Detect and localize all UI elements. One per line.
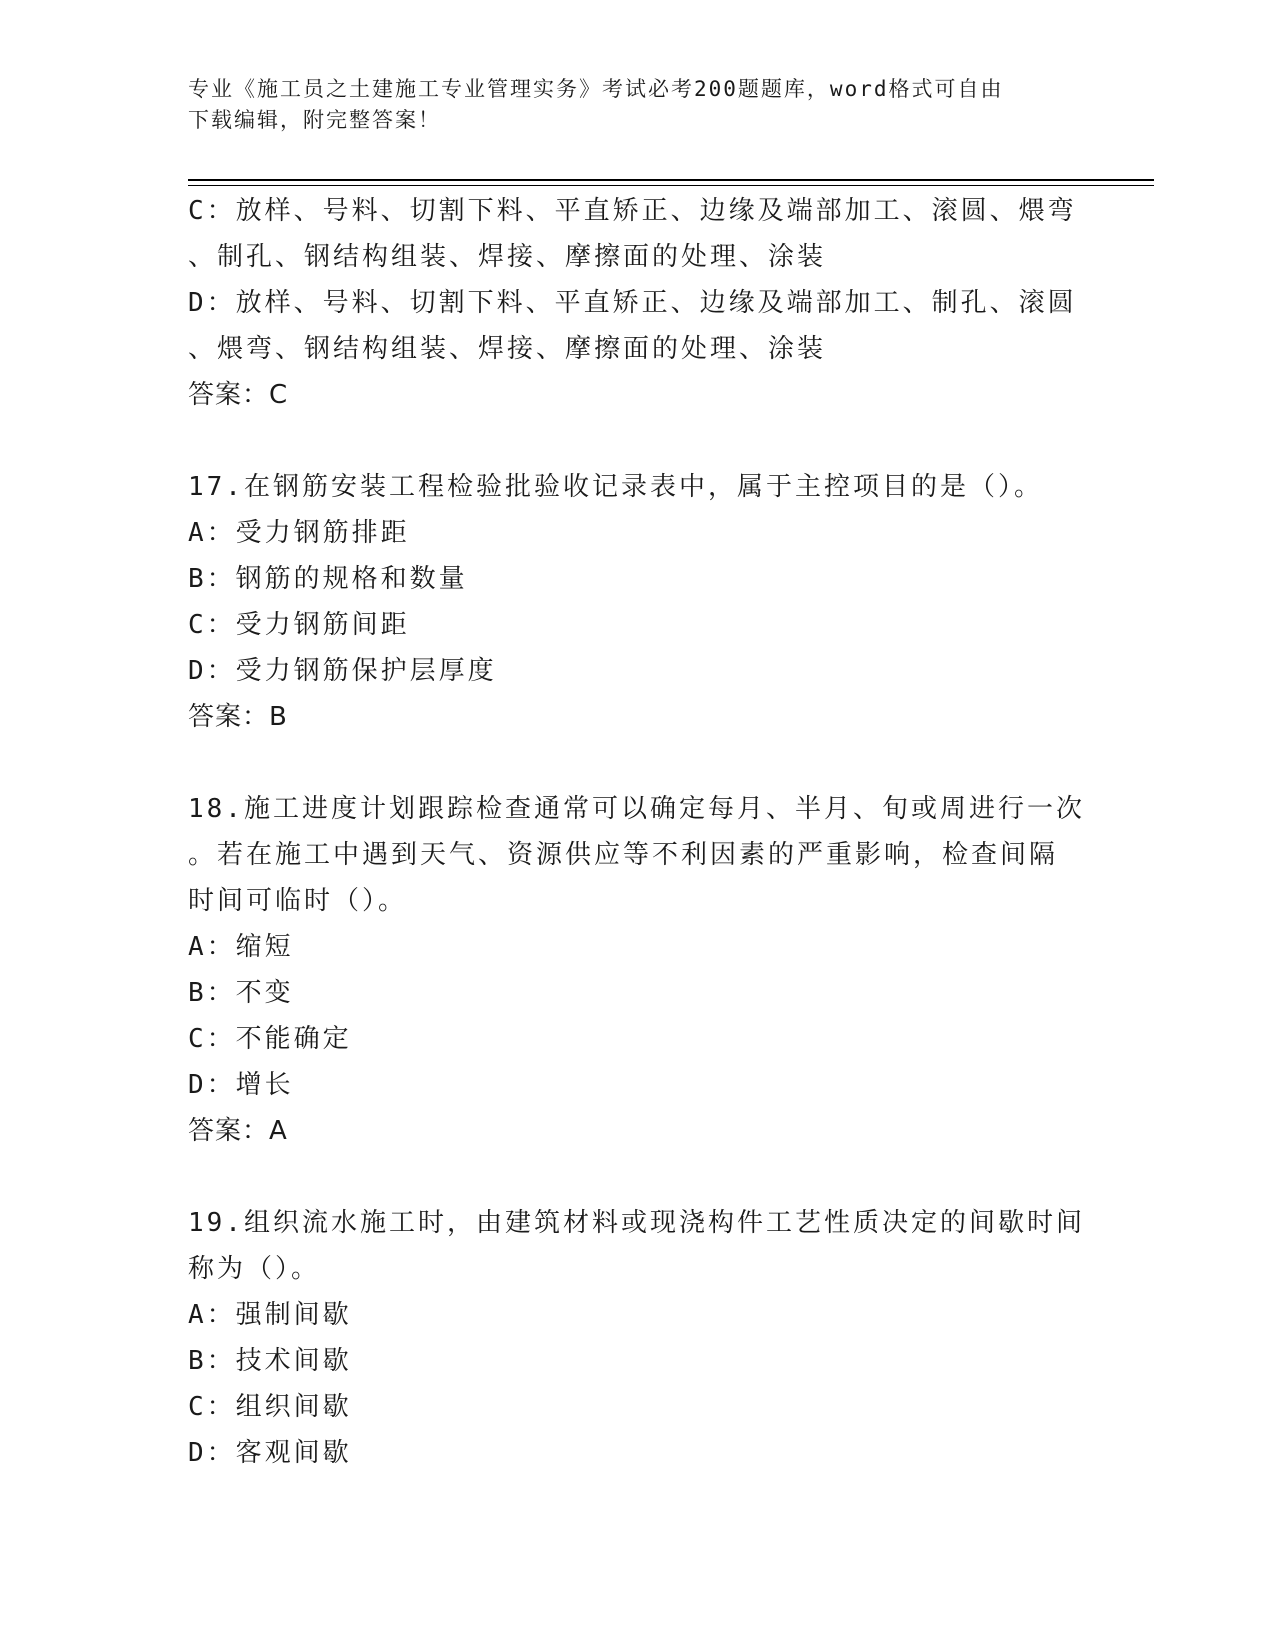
question-17-stem: 17.在钢筋安装工程检验批验收记录表中，属于主控项目的是（）。	[188, 472, 1043, 502]
question-17-option-d: D：受力钢筋保护层厚度	[188, 656, 497, 686]
question-18-stem-2: 。若在施工中遇到天气、资源供应等不利因素的严重影响，检查间隔	[188, 840, 1059, 870]
question-17-option-b: B：钢筋的规格和数量	[188, 564, 468, 594]
answer-16: 答案：C	[188, 380, 289, 410]
question-19-option-d: D：客观间歇	[188, 1438, 352, 1468]
question-18-stem-1: 18.施工进度计划跟踪检查通常可以确定每月、半月、旬或周进行一次	[188, 794, 1085, 824]
answer-17: 答案：B	[188, 702, 288, 732]
question-19-stem-2: 称为（）。	[188, 1254, 321, 1284]
question-19-stem-1: 19.组织流水施工时，由建筑材料或现浇构件工艺性质决定的间歇时间	[188, 1208, 1085, 1238]
header-line-1: 专业《施工员之土建施工专业管理实务》考试必考200题题库，word格式可自由	[188, 77, 1004, 101]
option-d-line-2: 、煨弯、钢结构组装、焊接、摩擦面的处理、涂装	[188, 334, 827, 364]
question-content	[188, 188, 1088, 1476]
option-d-line-1: D：放样、号料、切割下料、平直矫正、边缘及端部加工、制孔、滚圆	[188, 288, 1077, 318]
question-19-option-a: A：强制间歇	[188, 1300, 352, 1330]
option-c-line-1: C：放样、号料、切割下料、平直矫正、边缘及端部加工、滚圆、煨弯	[188, 196, 1077, 226]
question-16-tail	[188, 188, 1088, 418]
question-19	[188, 1200, 1088, 1476]
spacer	[188, 1154, 1088, 1200]
question-18-option-b: B：不变	[188, 978, 294, 1008]
spacer	[188, 740, 1088, 786]
answer-18: 答案：A	[188, 1116, 288, 1146]
header-rule-thin	[188, 185, 1154, 186]
question-18	[188, 786, 1088, 1154]
question-19-option-b: B：技术间歇	[188, 1346, 352, 1376]
question-18-option-a: A：缩短	[188, 932, 294, 962]
question-17-option-c: C：受力钢筋间距	[188, 610, 410, 640]
question-18-option-d: D：增长	[188, 1070, 294, 1100]
header-rule-thick	[188, 179, 1154, 181]
question-17-option-a: A：受力钢筋排距	[188, 518, 410, 548]
document-header	[188, 74, 1068, 136]
question-19-option-c: C：组织间歇	[188, 1392, 352, 1422]
option-c-line-2: 、制孔、钢结构组装、焊接、摩擦面的处理、涂装	[188, 242, 827, 272]
spacer	[188, 418, 1088, 464]
question-18-stem-3: 时间可临时（）。	[188, 886, 408, 916]
question-17	[188, 464, 1088, 740]
header-line-2: 下载编辑，附完整答案！	[188, 108, 441, 132]
question-18-option-c: C：不能确定	[188, 1024, 352, 1054]
